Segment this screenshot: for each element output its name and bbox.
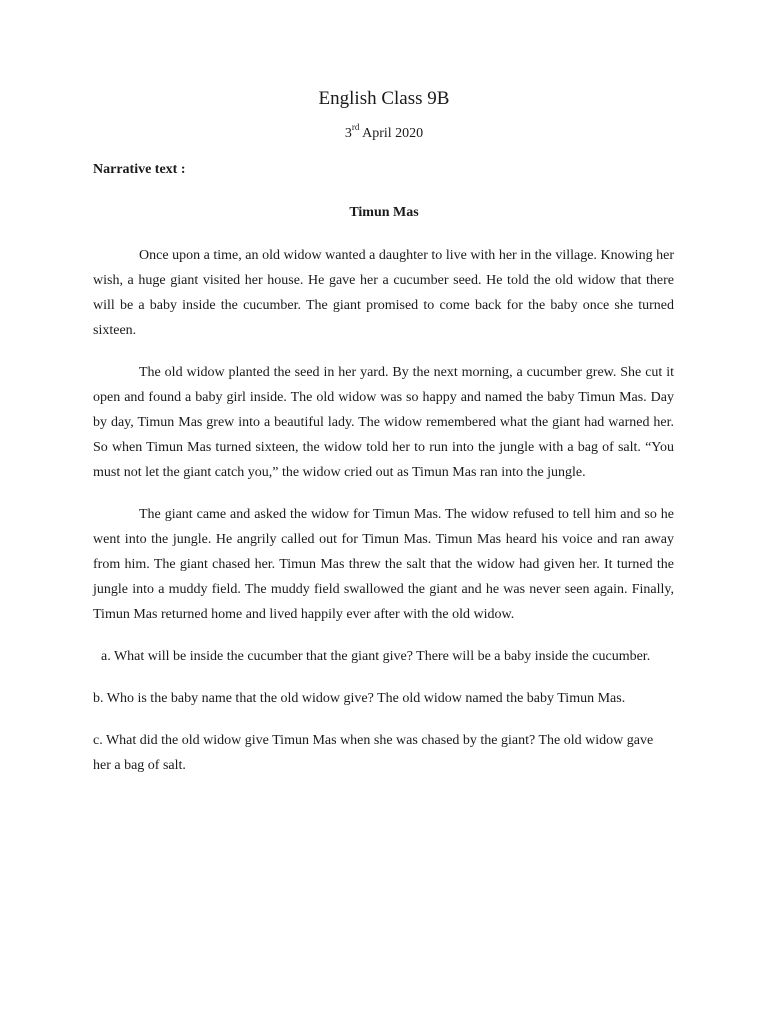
story-content xyxy=(93,243,674,795)
story-paragraph: The old widow planted the seed in her yard. By the next morning, a cucumber grew. She cut it open and found a baby girl inside. The old widow was so happy and named the baby Timun Mas. Day by day, Timun Mas grew into a beautiful lady. The widow remembered what the giant had warned her. So when Timun Mas turned sixteen, the widow told her to run into the jungle with a bag of salt. “You must not let the giant catch you,” the widow cried out as Timun Mas ran into the jungle. xyxy=(93,365,674,480)
section-label: Narrative text : xyxy=(93,162,186,177)
question-answer-b: b. Who is the baby name that the old widow give? The old widow named the baby Timun Mas. xyxy=(93,691,626,706)
question-answer-a: a. What will be inside the cucumber that the giant give? There will be a baby inside the cucumber. xyxy=(101,649,651,664)
story-title: Timun Mas xyxy=(349,205,419,220)
document-date xyxy=(0,123,768,145)
question-answer-c: c. What did the old widow give Timun Mas when she was chased by the giant? The old widow gave her a bag of salt. xyxy=(93,733,654,773)
date-day: 3 xyxy=(344,126,352,141)
date-month-year: April 2020 xyxy=(359,126,424,141)
document-title: English Class 9B xyxy=(318,88,450,109)
story-paragraph: The giant came and asked the widow for Timun Mas. The widow refused to tell him and so he went into the jungle. He angrily called out for Timun Mas. Timun Mas heard his voice and ran away from him. The giant chased her. Timun Mas threw the salt that the widow had given her. It turned the jungle into a muddy field. The muddy field swallowed the giant and he was never seen again. Finally, Timun Mas returned home and lived happily ever after with the old widow. xyxy=(93,507,674,622)
date-ordinal-suffix: rd xyxy=(351,122,360,133)
story-paragraph: Once upon a time, an old widow wanted a daughter to live with her in the village. Knowing her wish, a huge giant visited her house. He gave her a cucumber seed. He told the old widow that there will be a baby inside the cucumber. The giant promised to come back for the baby once she turned sixteen. xyxy=(93,248,674,338)
